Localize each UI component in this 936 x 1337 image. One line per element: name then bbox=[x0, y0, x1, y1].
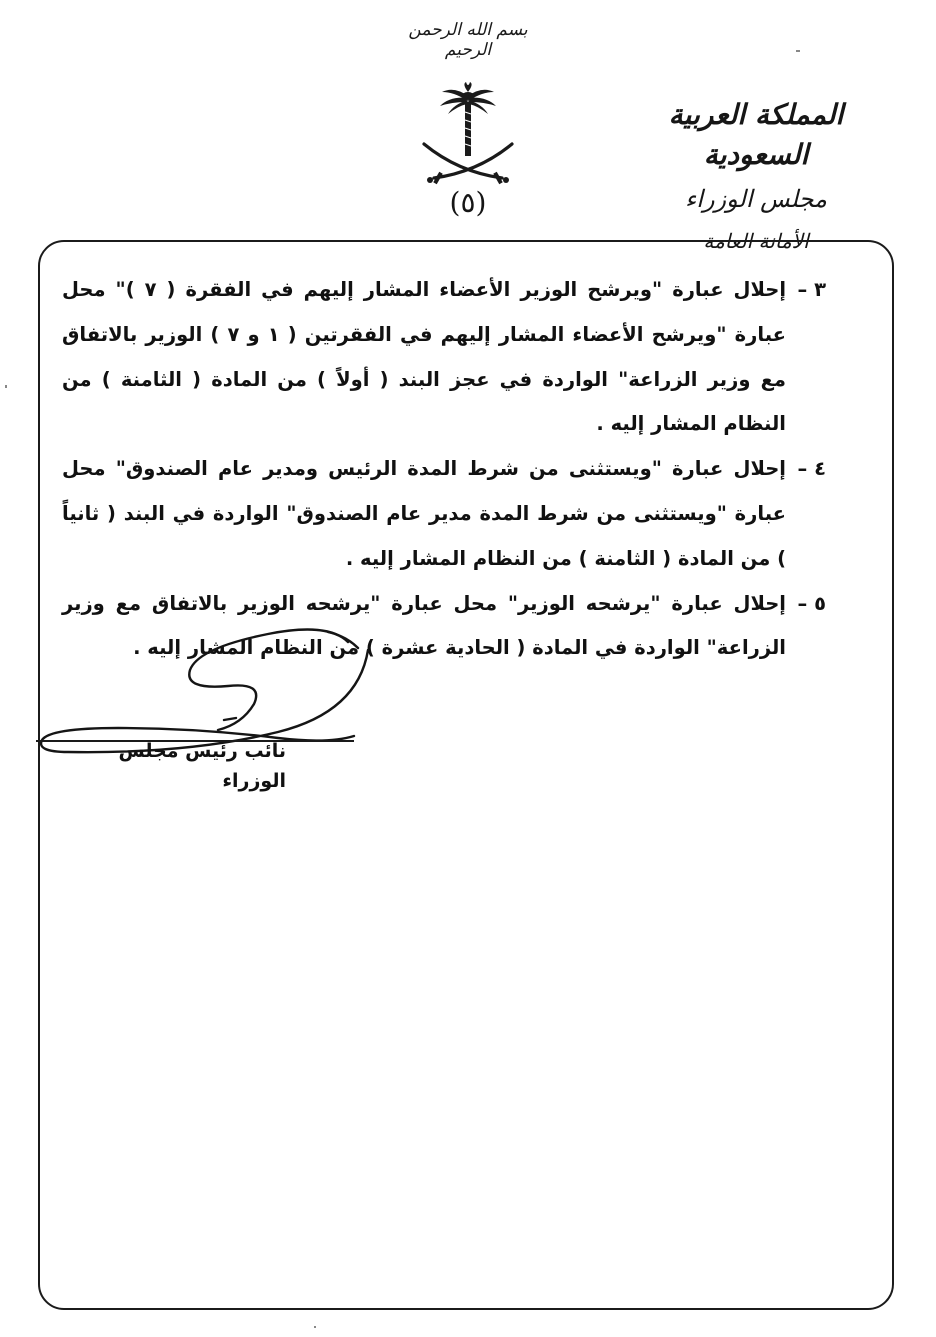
letterhead bbox=[616, 95, 896, 261]
list-item bbox=[62, 447, 826, 581]
letterhead-council: مجلس الوزراء bbox=[684, 185, 828, 213]
list-item bbox=[62, 268, 826, 447]
item-number: ٤ – bbox=[797, 457, 826, 481]
item-number: ٥ – bbox=[797, 591, 826, 615]
palm-swords-emblem-icon bbox=[418, 82, 518, 192]
scan-speck bbox=[314, 1326, 316, 1328]
basmala: بسم الله الرحمن الرحيم bbox=[408, 20, 528, 60]
scan-speck bbox=[5, 385, 7, 388]
item-text: إحلال عبارة "يرشحه الوزير" محل عبارة "يرشحه الوزير بالاتفاق مع وزير الزراعة" الواردة في المادة ( الحادية عشرة ) من النظام المشار إليه . bbox=[62, 591, 786, 660]
signatory-title: نائب رئيس مجلس الوزراء bbox=[118, 740, 286, 792]
document-body bbox=[62, 268, 826, 671]
item-text: إحلال عبارة "ويستثنى من شرط المدة الرئيس ومدير عام الصندوق" محل عبارة "ويستثنى من شرط المدة مدير عام الصندوق" الواردة في البند ( ثانياً ) من المادة ( الثامنة ) من النظام المشار إليه . bbox=[62, 457, 786, 570]
letterhead-kingdom: المملكة العربية السعودية bbox=[668, 98, 844, 171]
item-number: ٣ – bbox=[797, 278, 826, 301]
item-text: إحلال عبارة "ويرشح الوزير الأعضاء المشار إليهم في الفقرة ( ٧ )" محل عبارة "ويرشح الأعضاء المشار إليهم في الفقرتين ( ١ و ٧ ) الوزير بالاتفاق مع وزير الزراعة" الواردة في عجز البند ( أولاً ) من المادة ( الثامنة ) من النظام المشار إليه . bbox=[62, 278, 787, 436]
page-number: (٥) bbox=[449, 186, 487, 219]
letterhead-secretariat: الأمانة العامة bbox=[703, 229, 809, 253]
scan-speck bbox=[796, 50, 800, 52]
